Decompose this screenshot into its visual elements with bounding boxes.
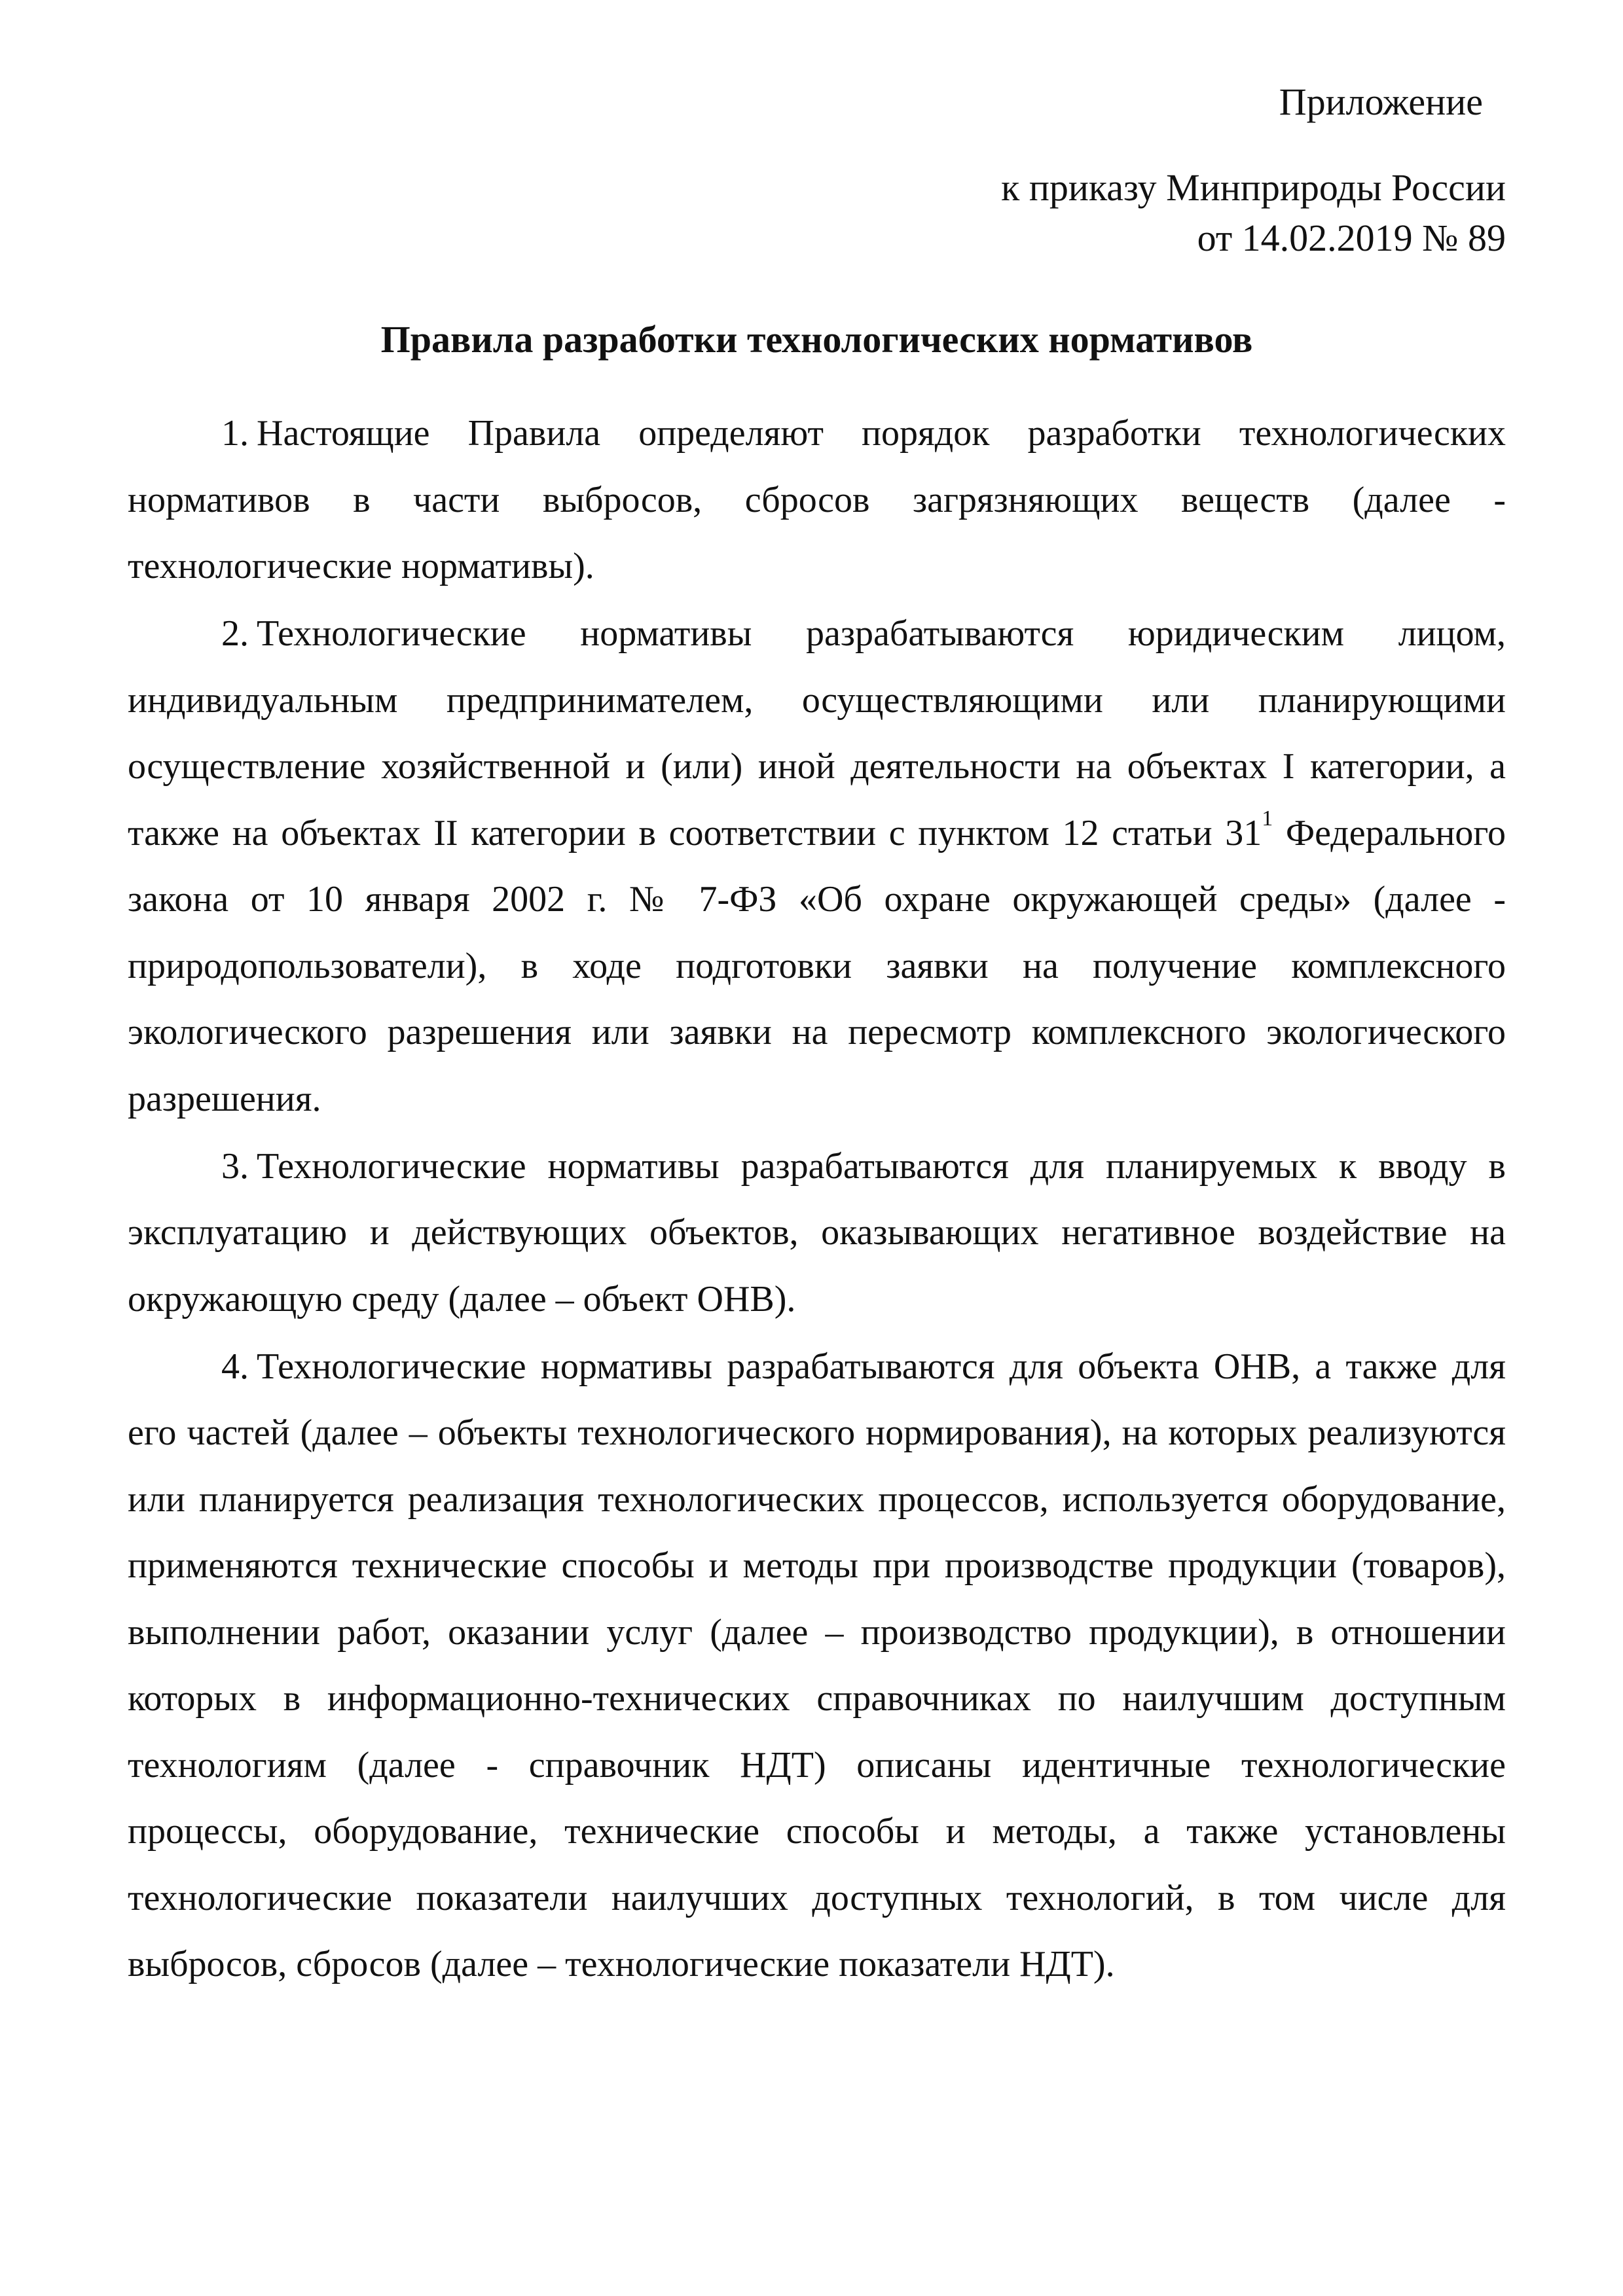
paragraph-text: Настоящие Правила определяют порядок разработки технологических нормативов в части выбросов, сбросов загрязняющих веществ (далее - технологические нормативы). — [128, 413, 1506, 586]
paragraph-4 — [128, 1334, 1506, 1998]
paragraph-3 — [128, 1134, 1506, 1333]
annex-label: Приложение — [1279, 81, 1483, 123]
order-reference: к приказу Минприроды России — [1001, 166, 1506, 209]
paragraph-number: 4. — [221, 1346, 249, 1387]
paragraph-number: 3. — [221, 1145, 249, 1187]
paragraph-text: Технологические нормативы разрабатываются юридическим лицом, индивидуальным предпринимателем, осуществляющими или планирующими осуществление хозяйственной и (или) иной деятельности на объектах I категории, а также на объектах II категории в соответствии с пунктом 12 статьи 31 — [128, 613, 1506, 853]
article-superscript: 1 — [1262, 806, 1273, 831]
paragraph-text: Технологические нормативы разрабатываются для планируемых к вводу в эксплуатацию и действующих объектов, оказывающих негативное воздействие на окружающую среду (далее – объект ОНВ). — [128, 1145, 1506, 1319]
paragraph-number: 2. — [221, 613, 249, 654]
paragraph-text: Технологические нормативы разрабатываются для объекта ОНВ, а также для его частей (далее – объекты технологического нормирования), на которых реализуются или планируется реализация технологических процессов, используется оборудование, применяются технические способы и методы при производстве продукции (товаров), выполнении работ, оказании услуг (далее – производство продукции), в отношении которых в информационно-технических справочниках по наилучшим доступным технологиям (далее - справочник НДТ) описаны идентичные технологические процессы, оборудование, технические способы и методы, а также установлены технологические показатели наилучших доступных технологий, в том числе для выбросов, сбросов (далее – технологические показатели НДТ). — [128, 1346, 1506, 1984]
paragraph-1 — [128, 401, 1506, 600]
paragraph-2 — [128, 601, 1506, 1132]
order-date: от 14.02.2019 № 89 — [1197, 217, 1506, 259]
paragraph-text-continued: Федерального закона от 10 января 2002 г. № 7-ФЗ «Об охране окружающей среды» (далее - природопользователи), в ходе подготовки заявки на получение комплексного экологического разрешения или заявки на пересмотр комплексного экологического разрешения. — [128, 812, 1506, 1119]
document-body — [128, 401, 1506, 1999]
document-page — [128, 0, 1506, 2296]
document-title: Правила разработки технологических нормативов — [380, 318, 1253, 361]
paragraph-number: 1. — [221, 413, 249, 454]
